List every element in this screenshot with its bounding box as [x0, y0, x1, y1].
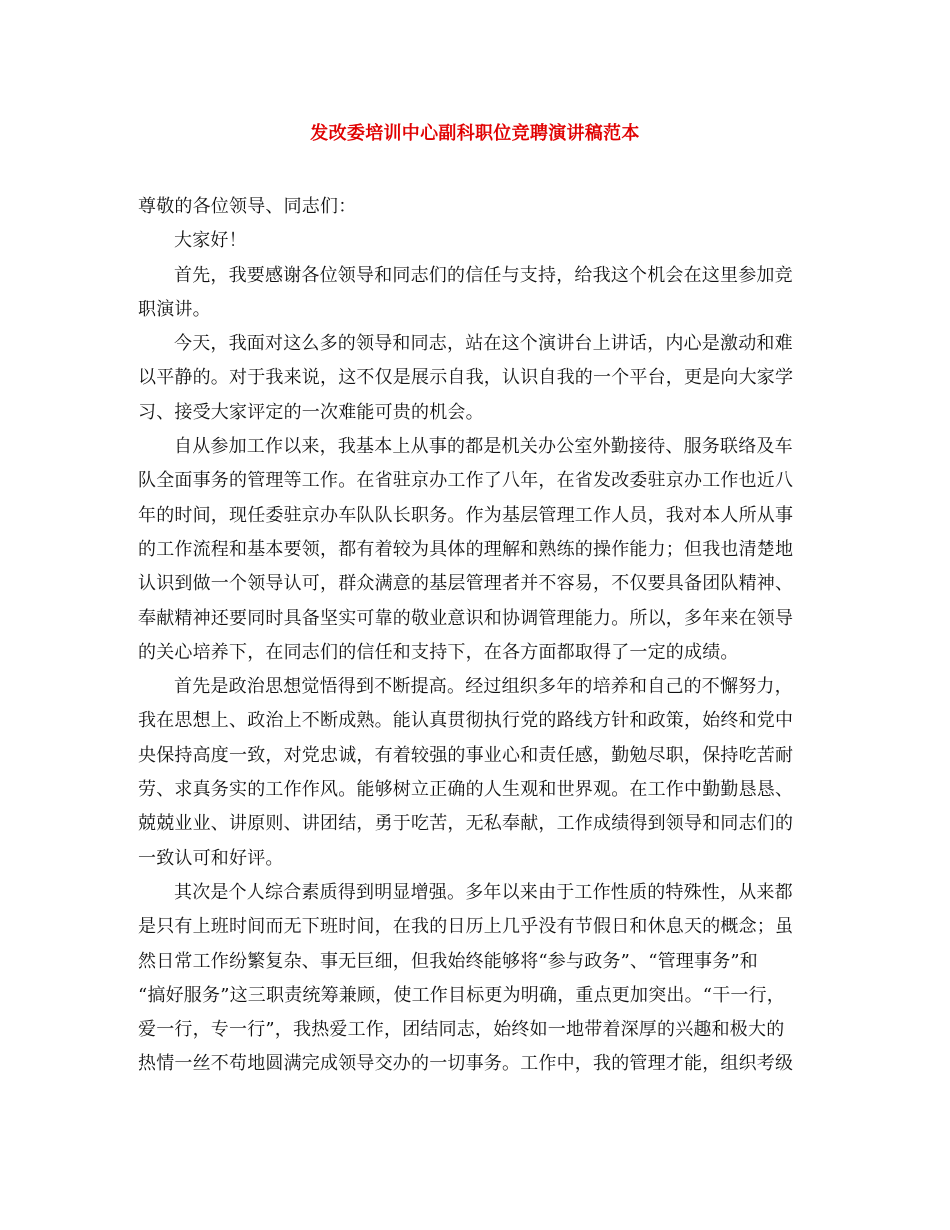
body-line: 自从参加工作以来，我基本上从事的都是机关办公室外勤接待、服务联络及车	[174, 436, 793, 458]
body-line: 大家好！	[174, 230, 247, 252]
body-line: 是只有上班时间而无下班时间，在我的日历上几乎没有节假日和休息天的概念；虽	[138, 916, 794, 938]
body-line: 热情一丝不苟地圆满完成领导交办的一切事务。工作中，我的管理才能，组织考级	[138, 1053, 794, 1075]
body-line: 今天，我面对这么多的领导和同志，站在这个演讲台上讲话，内心是激动和难	[174, 333, 793, 355]
body-line: 职演讲。	[138, 298, 211, 320]
body-line: 劳、求真务实的工作作风。能够树立正确的人生观和世界观。在工作中勤勤恳恳、	[138, 779, 794, 801]
body-line: 队全面事务的管理等工作。在省驻京办工作了八年，在省发改委驻京办工作也近八	[138, 470, 794, 492]
body-line: 以平静的。对于我来说，这不仅是展示自我，认识自我的一个平台，更是向大家学	[138, 367, 794, 389]
body-line: 习、接受大家评定的一次难能可贵的机会。	[138, 401, 484, 423]
body-line: 一致认可和好评。	[138, 847, 284, 869]
document-body	[138, 190, 818, 1082]
body-line: 我在思想上、政治上不断成熟。能认真贯彻执行党的路线方针和政策，始终和党中	[138, 710, 794, 732]
body-line: 的关心培养下，在同志们的信任和支持下，在各方面都取得了一定的成绩。	[138, 641, 739, 663]
body-line: 然日常工作纷繁复杂、事无巨细，但我始终能够将“参与政务”、“管理事务”和	[138, 950, 759, 972]
body-line: 首先是政治思想觉悟得到不断提高。经过组织多年的培养和自己的不懈努力，	[174, 676, 793, 698]
body-line: 其次是个人综合素质得到明显增强。多年以来由于工作性质的特殊性，从来都	[174, 881, 793, 903]
body-line: 的工作流程和基本要领，都有着较为具体的理解和熟练的操作能力；但我也清楚地	[138, 538, 794, 560]
body-line: 爱一行，专一行”，我热爱工作，团结同志，始终如一地带着深厚的兴趣和极大的	[138, 1019, 785, 1041]
body-line: 央保持高度一致，对党忠诚，有着较强的事业心和责任感，勤勉尽职，保持吃苦耐	[138, 744, 794, 766]
body-line: 奉献精神还要同时具备坚实可靠的敬业意识和协调管理能力。所以，多年来在领导	[138, 607, 794, 629]
body-line: 认识到做一个领导认可，群众满意的基层管理者并不容易，不仅要具备团队精神、	[138, 573, 794, 595]
body-line: 兢兢业业、讲原则、讲团结，勇于吃苦，无私奉献，工作成绩得到领导和同志们的	[138, 813, 794, 835]
body-line: “搞好服务”这三职责统筹兼顾，使工作目标更为明确，重点更加突出。“干一行，	[138, 984, 786, 1006]
body-line: 年的时间，现任委驻京办车队队长职务。作为基层管理工作人员，我对本人所从事	[138, 504, 794, 526]
body-line: 尊敬的各位领导、同志们：	[138, 196, 357, 217]
document-title: 发改委培训中心副科职位竞聘演讲稿范本	[310, 123, 640, 144]
body-line: 首先，我要感谢各位领导和同志们的信任与支持，给我这个机会在这里参加竞	[174, 264, 793, 286]
